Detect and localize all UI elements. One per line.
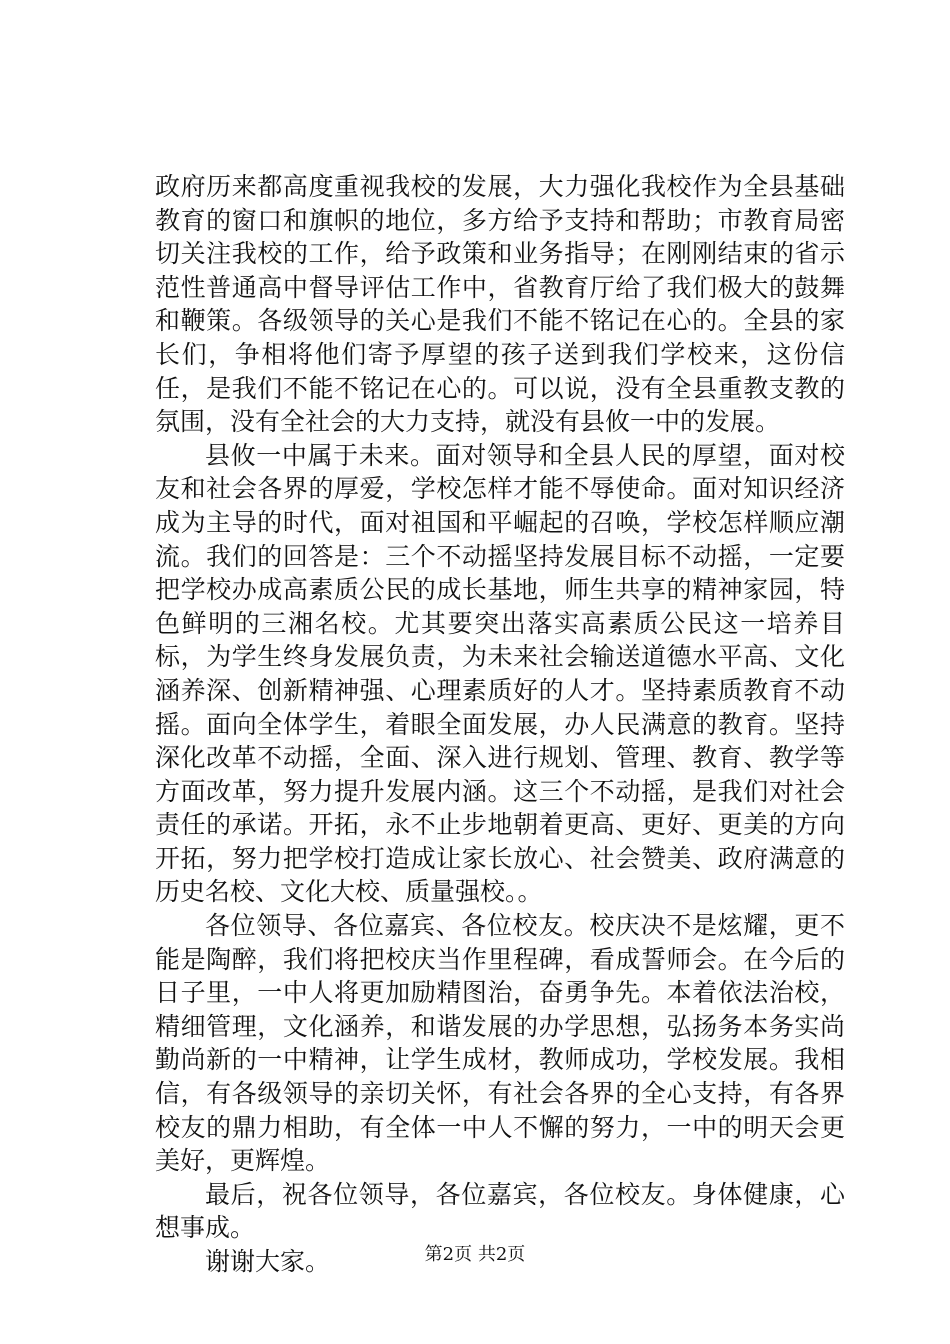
paragraph-3: 各位领导、各位嘉宾、各位校友。校庆决不是炫耀，更不能是陶醉，我们将把校庆当作里程碑，看成誓师会。在今后的日子里，一中人将更加励精图治，奋勇争先。本着依法治校，精细管理，文化涵养，和谐发展的办学思想，弘扬务本务实尚勤尚新的一中精神，让学生成材，教师成功，学校发展。我相信，有各级领导的亲切关怀，有社会各界的全心支持，有各界校友的鼎力相助，有全体一中人不懈的努力，一中的明天会更美好，更辉煌。: [155, 911, 845, 1176]
paragraph-4: 最后，祝各位领导，各位嘉宾，各位校友。身体健康，心想事成。: [155, 1179, 845, 1243]
document-body: [155, 170, 845, 1279]
paragraph-5: 谢谢大家。: [205, 1247, 331, 1276]
paragraph-2: 县攸一中属于未来。面对领导和全县人民的厚望，面对校友和社会各界的厚爱，学校怎样才能不辱使命。面对知识经济成为主导的时代，面对祖国和平崛起的召唤，学校怎样顺应潮流。我们的回答是：三个不动摇坚持发展目标不动摇，一定要把学校办成高素质公民的成长基地，师生共享的精神家园，特色鲜明的三湘名校。尤其要突出落实高素质公民这一培养目标，为学生终身发展负责，为未来社会输送道德水平高、文化涵养深、创新精神强、心理素质好的人才。坚持素质教育不动摇。面向全体学生，着眼全面发展，办人民满意的教育。坚持深化改革不动摇，全面、深入进行规划、管理、教育、教学等方面改革，努力提升发展内涵。这三个不动摇，是我们对社会责任的承诺。开拓，永不止步地朝着更高、更好、更美的方向开拓，努力把学校打造成让家长放心、社会赞美、政府满意的历史名校、文化大校、质量强校。。: [155, 440, 845, 907]
paragraph-1: 政府历来都高度重视我校的发展，大力强化我校作为全县基础教育的窗口和旗帜的地位，多方给予支持和帮助；市教育局密切关注我校的工作，给予政策和业务指导；在刚刚结束的省示范性普通高中督导评估工作中，省教育厅给了我们极大的鼓舞和鞭策。各级领导的关心是我们不能不铭记在心的。全县的家长们，争相将他们寄予厚望的孩子送到我们学校来，这份信任，是我们不能不铭记在心的。可以说，没有全县重教支教的氛围，没有全社会的大力支持，就没有县攸一中的发展。: [155, 172, 845, 437]
page-footer: 第2页 共2页: [424, 1244, 526, 1265]
